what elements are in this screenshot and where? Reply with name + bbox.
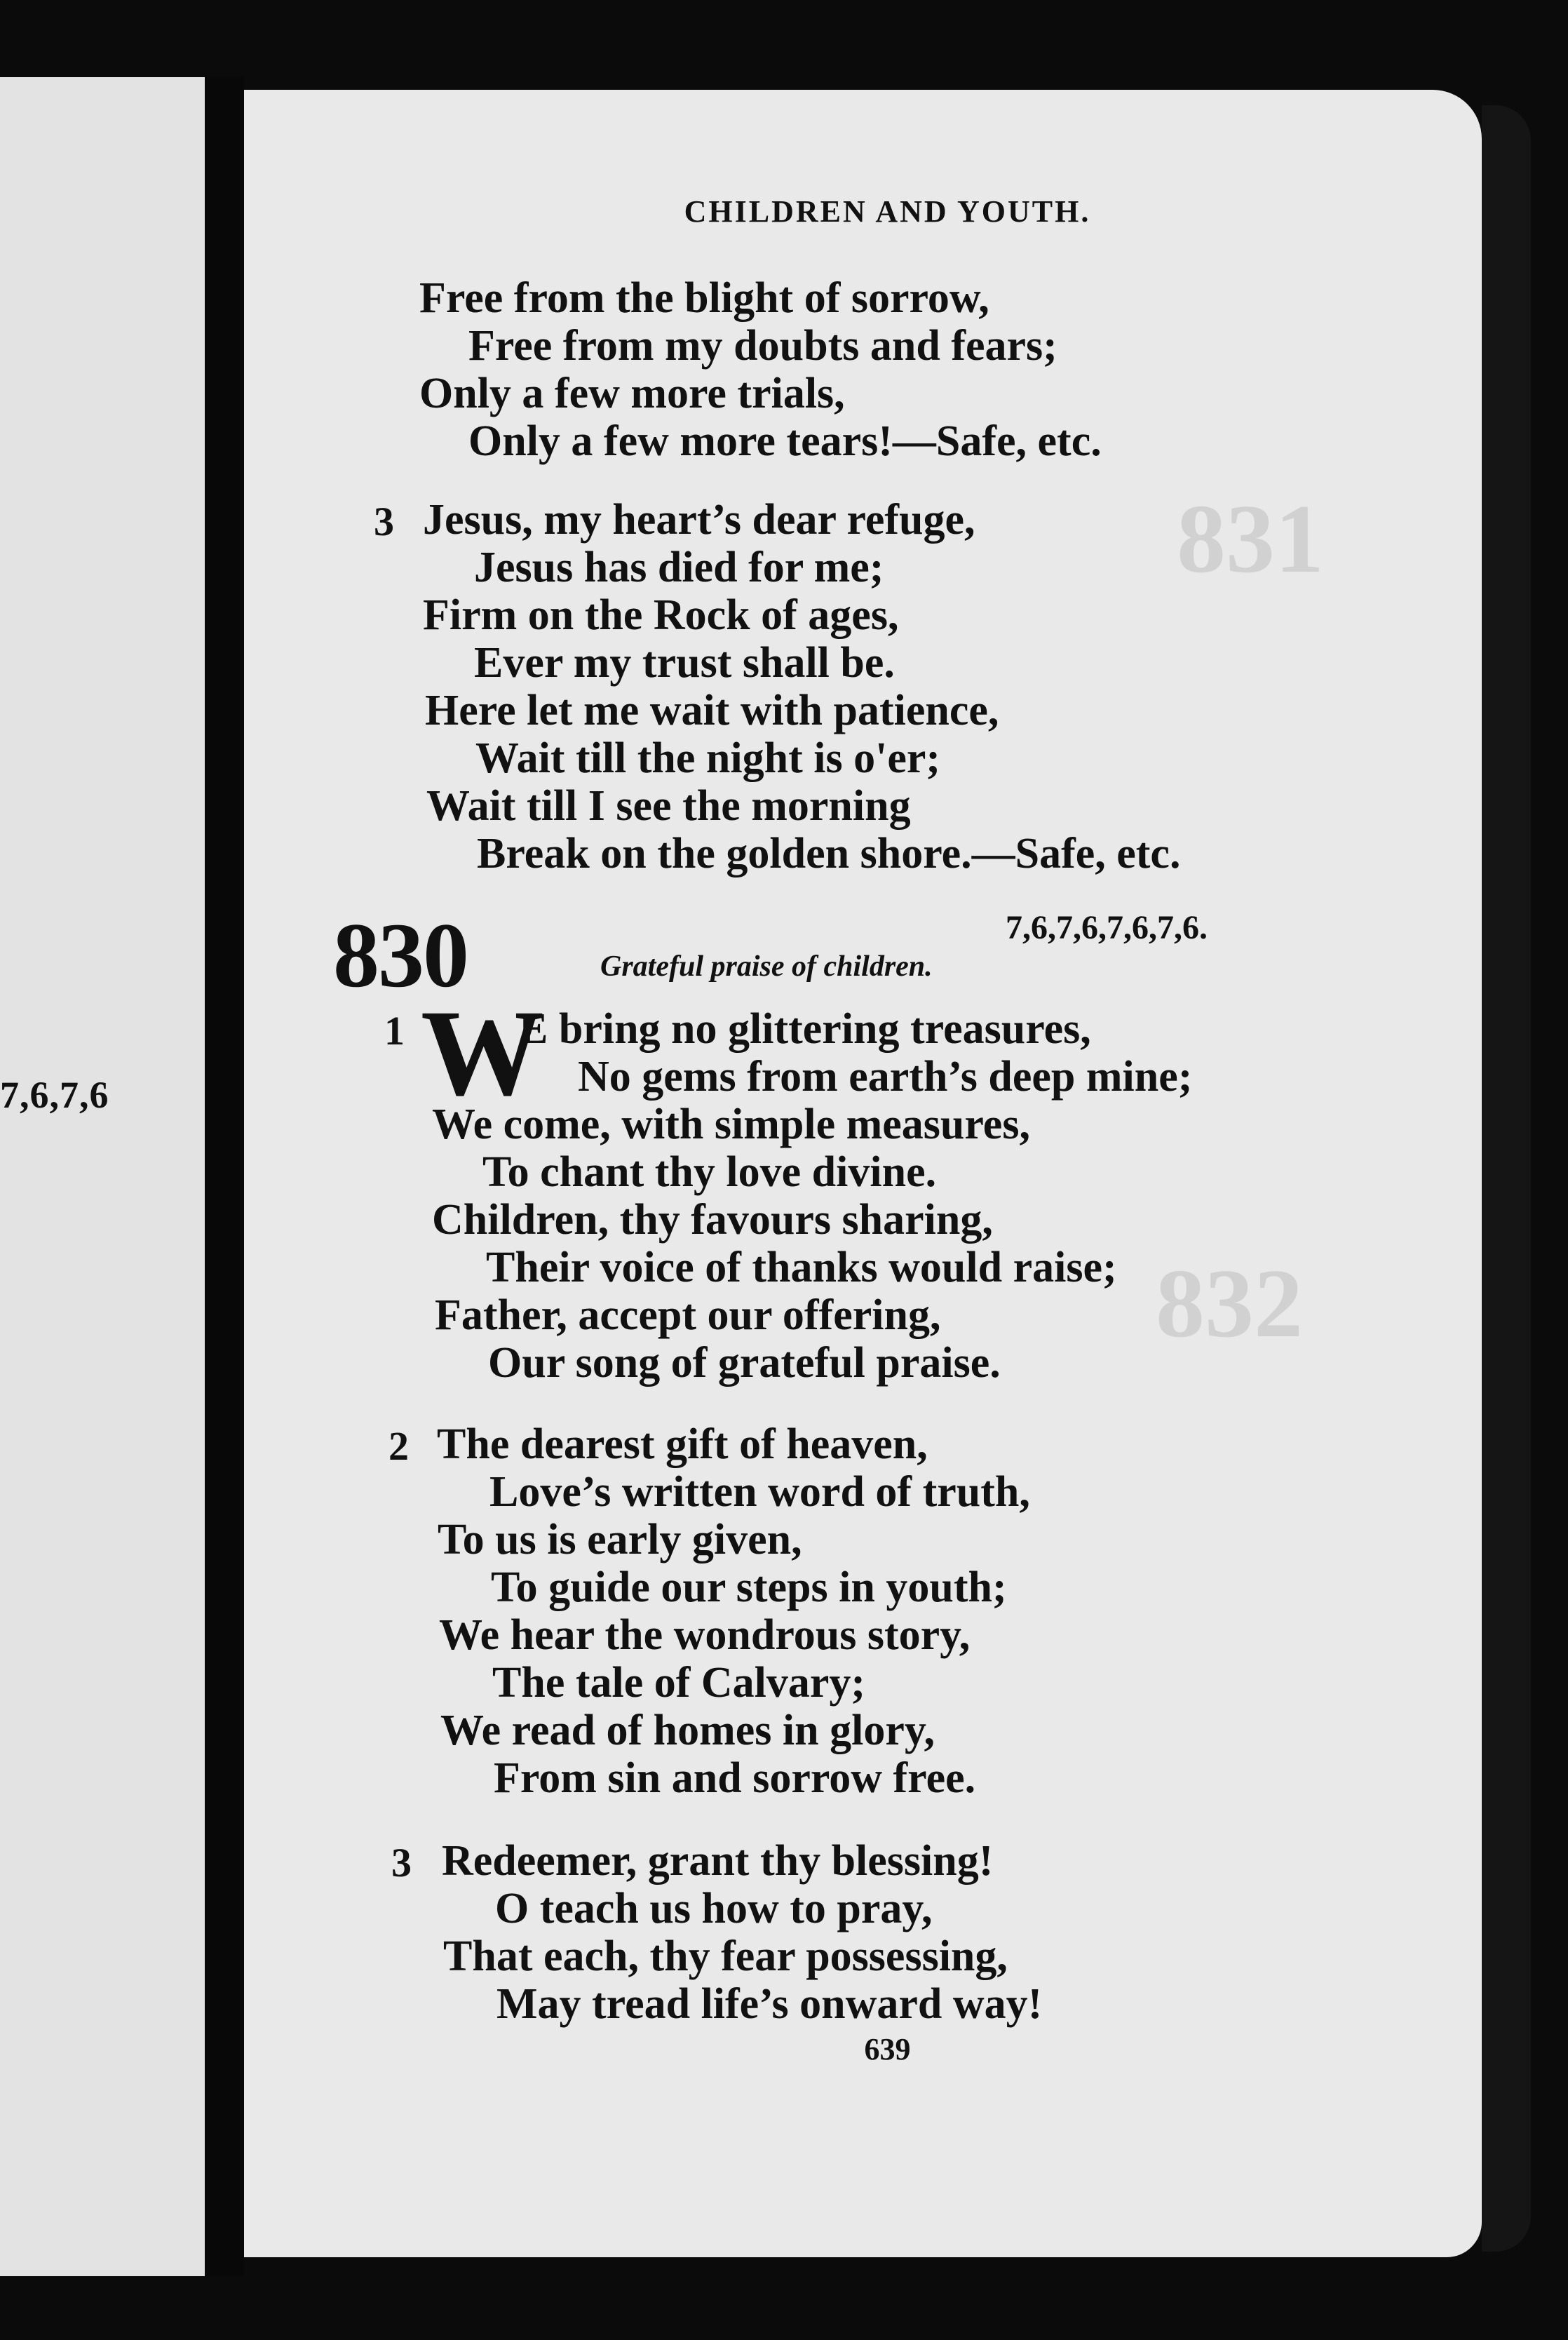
hymn-line: Love’s written word of truth, (489, 1468, 1030, 1516)
bleed-through-mark: 831 (1177, 485, 1324, 593)
hymn-line: From sin and sorrow free. (494, 1754, 976, 1802)
hymn-line: To us is early given, (438, 1516, 802, 1564)
verse-number: 3 (374, 499, 394, 544)
left-facing-page (0, 77, 209, 2276)
page-header: CHILDREN AND YOUTH. (684, 194, 1091, 229)
bleed-through-mark: 832 (1156, 1249, 1303, 1358)
hymn-line: Jesus has died for me; (474, 544, 884, 591)
hymn-title: Grateful praise of children. (600, 950, 933, 983)
hymn-line: May tread life’s onward way! (496, 1980, 1043, 2028)
hymn-line: The dearest gift of heaven, (437, 1420, 928, 1468)
hymn-line: Our song of grateful praise. (488, 1339, 1001, 1387)
hymn-line: E bring no glittering treasures, (519, 1005, 1091, 1053)
hymn-line: Free from the blight of sorrow, (419, 274, 989, 322)
hymn-line: We read of homes in glory, (440, 1707, 935, 1754)
hymn-line: Ever my trust shall be. (474, 639, 895, 687)
hymn-line: Break on the golden shore.—Safe, etc. (477, 830, 1181, 878)
hymn-line: Jesus, my heart’s dear refuge, (423, 496, 975, 544)
hymn-line: We hear the wondrous story, (439, 1611, 971, 1659)
book-gutter (205, 77, 244, 2276)
hymn-line: The tale of Calvary; (492, 1659, 866, 1707)
left-page-meter-fragment: 7,6,7,6 (0, 1074, 109, 1116)
drop-cap: W (421, 985, 544, 1122)
hymn-line: Only a few more trials, (419, 370, 845, 417)
hymn-line: Only a few more tears!—Safe, etc. (468, 417, 1102, 465)
verse-number: 3 (391, 1840, 412, 1885)
hymn-number: 830 (333, 903, 468, 1007)
hymnal-page (244, 90, 1482, 2257)
page-edge (1482, 105, 1531, 2252)
hymn-line: We come, with simple measures, (432, 1101, 1030, 1148)
page-number: 639 (864, 2032, 911, 2066)
hymn-line: That each, thy fear possessing, (443, 1932, 1008, 1980)
hymn-line: Their voice of thanks would raise; (486, 1244, 1117, 1291)
hymn-meter: 7,6,7,6,7,6,7,6. (1006, 909, 1208, 946)
hymn-line: Free from my doubts and fears; (468, 322, 1057, 370)
verse-number: 1 (384, 1008, 405, 1054)
hymn-line: Redeemer, grant thy blessing! (442, 1837, 994, 1885)
hymn-line: No gems from earth’s deep mine; (578, 1053, 1193, 1101)
hymn-line: O teach us how to pray, (495, 1885, 933, 1932)
hymn-line: To guide our steps in youth; (491, 1564, 1007, 1611)
hymn-line: Wait till I see the morning (426, 782, 911, 830)
hymn-line: Father, accept our offering, (435, 1291, 941, 1339)
verse-number: 2 (388, 1423, 409, 1469)
hymn-line: Here let me wait with patience, (425, 687, 999, 734)
hymn-line: To chant thy love divine. (482, 1148, 937, 1196)
hymn-line: Firm on the Rock of ages, (423, 591, 899, 639)
hymn-line: Wait till the night is o'er; (475, 734, 941, 782)
hymn-line: Children, thy favours sharing, (432, 1196, 993, 1244)
